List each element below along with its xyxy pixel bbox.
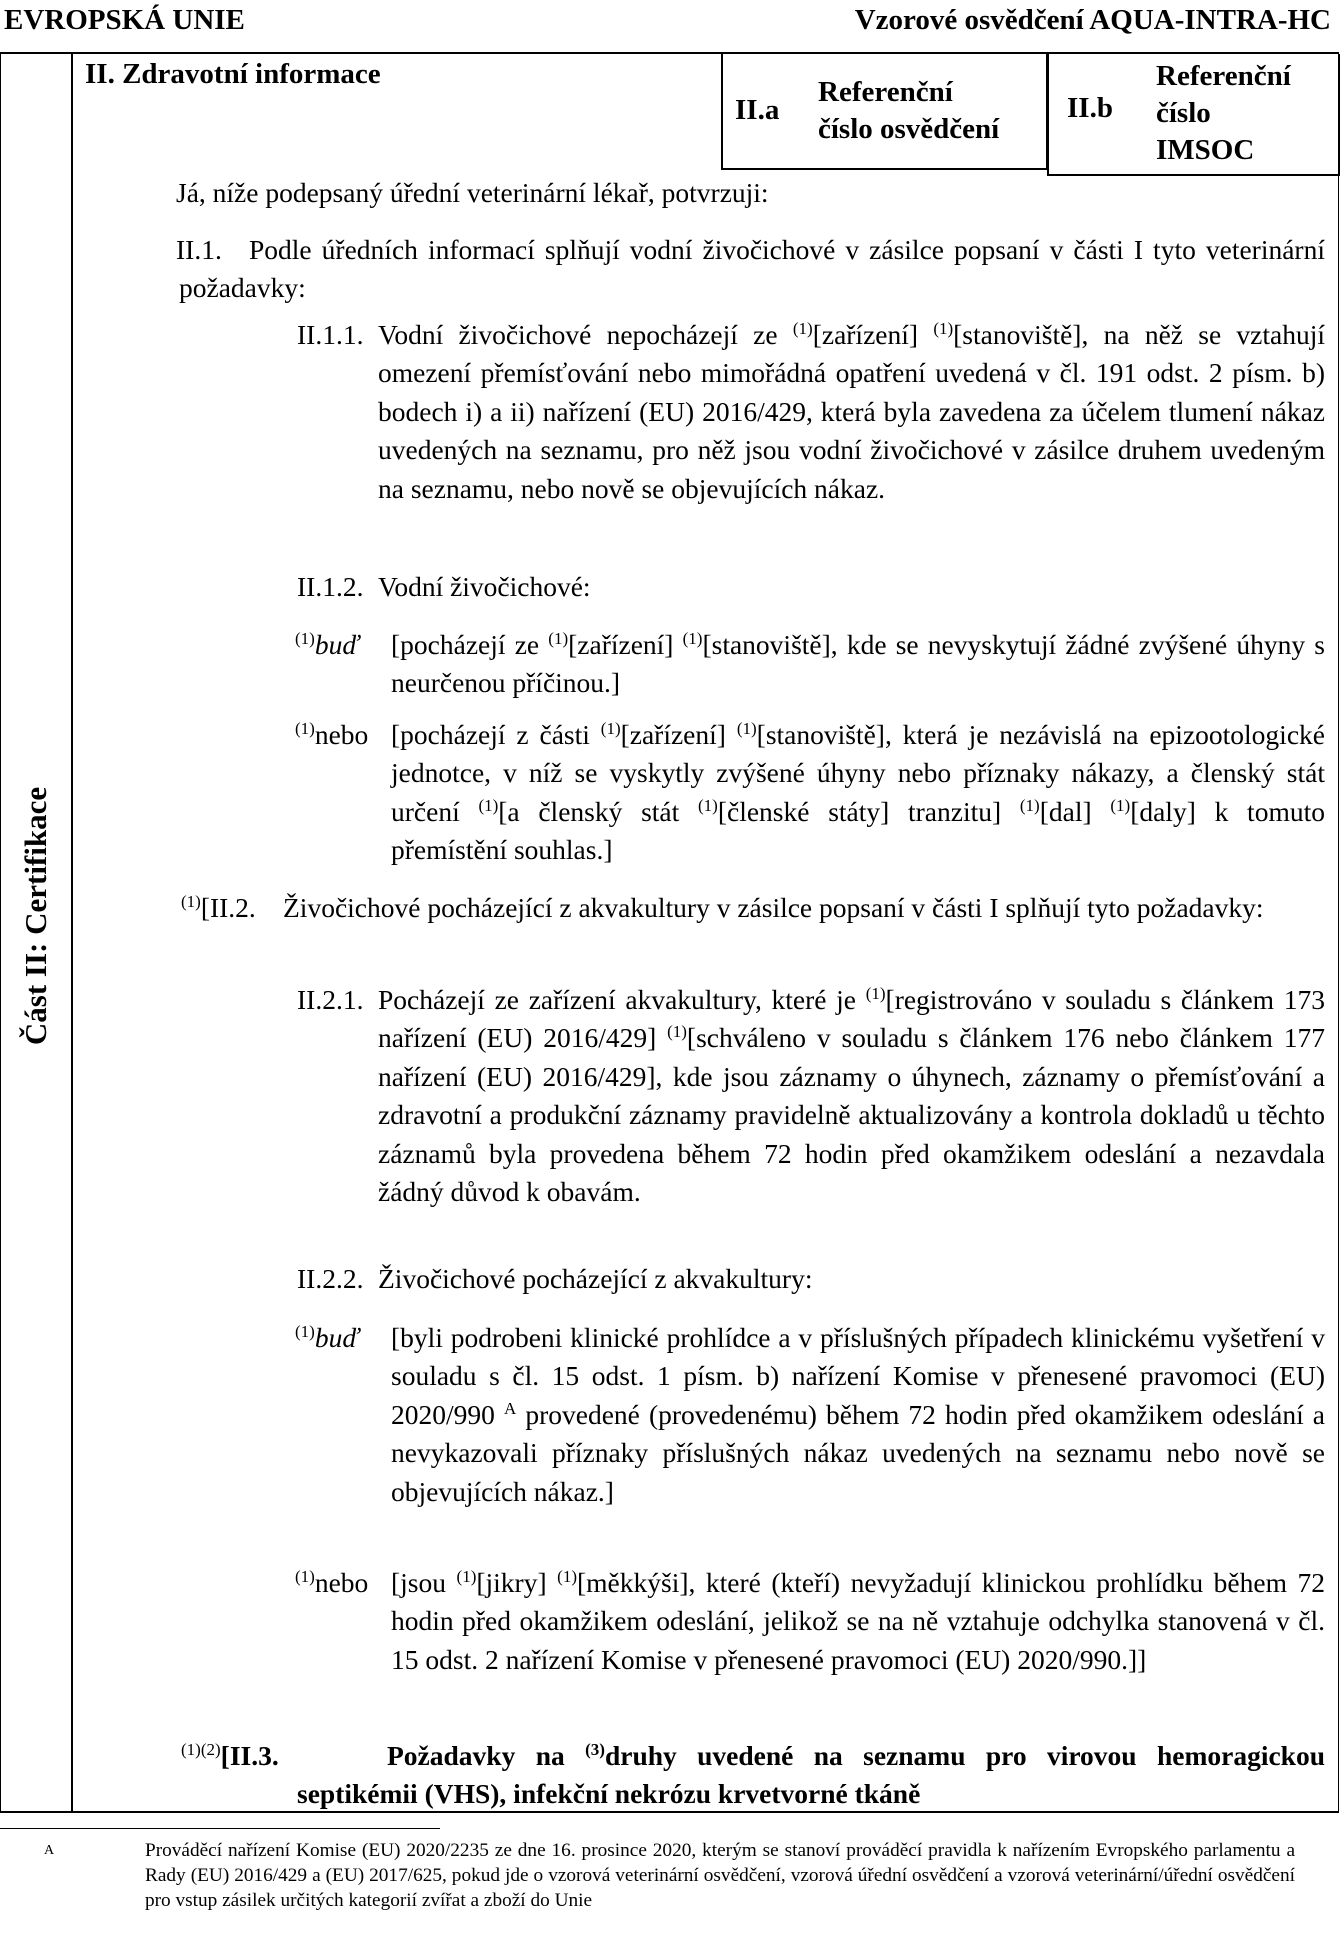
ii12-bud-label xyxy=(295,626,359,664)
text-run: Pocházejí ze zařízení akvakultury, které je xyxy=(378,984,866,1015)
text-run: [zařízení] xyxy=(568,629,683,660)
text-run: [dal] xyxy=(1039,795,1111,827)
ii22-bud-text xyxy=(391,1319,1325,1511)
ref-b-label-line: Referenční xyxy=(1156,60,1291,92)
ref-b-label-line: IMSOC xyxy=(1156,134,1255,166)
reference-box-b xyxy=(1047,54,1340,176)
nebo-word: nebo xyxy=(314,719,369,750)
ii2-text: Živočichové pocházející z akvakultury v zásilce popsaní v části I splňují tyto požadavky: xyxy=(283,892,1264,923)
footnote-ref: (1) xyxy=(548,628,569,648)
ii12-bud-text xyxy=(391,626,1325,703)
footnote-ref: (1) xyxy=(600,718,621,738)
certificate-frame xyxy=(0,52,1339,1813)
ii21-number: II.2.1. xyxy=(297,984,364,1015)
text-run: [zařízení] xyxy=(812,319,934,350)
ii22-nebo-text xyxy=(391,1564,1325,1679)
text-run: [daly] k tomuto přemístění souhlas.] xyxy=(391,795,1325,866)
footnote-ref: (1) xyxy=(698,795,718,815)
text-run: [měkkýši], které (kteří) nevyžadují klinickou prohlídku během 72 hodin před okamžikem odeslání, jelikož se na ně vztahuje odchylka stanovená v čl. 15 odst. 2 nařízení Komise v přenesené pravomoci (EU) 2020/990.]] xyxy=(391,1567,1325,1675)
text-run: Požadavky na xyxy=(387,1740,586,1771)
text-run: druhy uvedené na seznamu pro virovou hemoragickou septikémii (VHS), infekční nekrózu krvetvorné tkáně xyxy=(297,1740,1326,1810)
footnote-ref: (1) xyxy=(667,1022,687,1042)
side-label: Část II: Certifikace xyxy=(18,786,53,1046)
bud-word: buď xyxy=(314,1322,360,1353)
ref-a-code: II.a xyxy=(735,94,780,126)
ii11-text xyxy=(378,316,1325,508)
footnote-ref: (1) xyxy=(295,1566,315,1586)
footnote-ref: (1) xyxy=(792,318,813,338)
ref-b-code: II.b xyxy=(1067,92,1113,124)
bud-word: buď xyxy=(314,629,360,660)
ref-a-label xyxy=(818,74,999,148)
ii12-nebo-label xyxy=(295,716,368,754)
footnote-ref: (1)(2) xyxy=(181,1739,221,1759)
side-column xyxy=(1,54,73,1811)
ii22-number: II.2.2. xyxy=(297,1263,364,1294)
footnote-ref: (1) xyxy=(478,795,499,815)
section-title: II. Zdravotní informace xyxy=(85,58,381,90)
footnote-ref: (1) xyxy=(865,983,886,1003)
text-run: [pocházejí z části xyxy=(391,719,601,750)
footnote-ref: (1) xyxy=(933,318,954,338)
text-run: Vodní živočichové nepocházejí ze xyxy=(378,319,793,350)
ii3-text xyxy=(297,1737,1325,1814)
text-run: [stanoviště], kde se nevyskytují žádné zvýšené úhyny s neurčenou příčinou.] xyxy=(391,629,1325,699)
text-run: [pocházejí ze xyxy=(391,629,549,660)
text-run: [II.2. xyxy=(200,892,256,923)
ref-b-label-line: číslo xyxy=(1156,97,1211,129)
footnote-ref: (1) xyxy=(1110,795,1131,815)
ref-a-label-line: Referenční xyxy=(818,76,953,108)
footnote-ref: (1) xyxy=(682,628,703,648)
footnote-mark: A xyxy=(44,1843,55,1858)
ref-b-label xyxy=(1156,58,1291,169)
footnote-ref: A xyxy=(503,1398,517,1418)
text-run: [jsou xyxy=(391,1567,457,1598)
ref-a-label-line: číslo osvědčení xyxy=(818,113,1000,145)
text-run: [jikry] xyxy=(476,1567,558,1598)
footnote-ref: (1) xyxy=(736,718,757,738)
text-run: [stanoviště], na něž se vztahují omezení přemísťování nebo mimořádná opatření uvedená v čl. 191 odst. 2 písm. b) bodech i) a ii) nařízení (EU) 2016/429, která byla zavedena za účelem tlumení nákaz uvedených na seznamu, pro něž jsou vodní živočichové v zásilce druhem uvedeným na seznamu, nebo nově se objevujících nákaz. xyxy=(378,319,1326,504)
text-run: [byli podrobeni klinické prohlídce a v příslušných případech klinickému vyšetření v souladu s čl. 15 odst. 1 písm. b) nařízení Komise v přenesené pravomoci (EU) 2020/990 xyxy=(391,1322,1325,1430)
ii22-nebo-label xyxy=(295,1564,368,1602)
ii12-number: II.1.2. xyxy=(297,571,364,602)
footnote-ref: (1) xyxy=(181,891,201,911)
footnote-ref: (1) xyxy=(295,1321,315,1341)
ii1-text: Podle úředních informací splňují vodní živočichové v zásilce popsaní v části I tyto veterinární požadavky: xyxy=(179,234,1325,304)
ii2-number xyxy=(181,889,256,927)
ii22-bud-label xyxy=(295,1319,359,1357)
reference-box-a xyxy=(721,54,1048,170)
text-run: [stanoviště], která je nezávislá na epizootologické jednotce, v níž se vyskytly zvýšené úhyny nebo příznaky nákazy, a členský stát určení xyxy=(391,719,1325,827)
text-run: [zařízení] xyxy=(620,719,737,750)
footnote-ref: (1) xyxy=(557,1566,577,1586)
header-certificate-model: Vzorové osvědčení AQUA-INTRA-HC xyxy=(854,4,1331,36)
header-union: EVROPSKÁ UNIE xyxy=(4,4,245,36)
footnote-ref: (1) xyxy=(1019,795,1040,815)
ii12-nebo-text xyxy=(391,716,1325,870)
ii21-text xyxy=(378,981,1325,1211)
footnote-divider xyxy=(0,1828,440,1829)
footnote-ref: (1) xyxy=(295,718,315,738)
text-run: [II.3. xyxy=(220,1740,279,1771)
ii22-text: Živočichové pocházející z akvakultury: xyxy=(378,1263,813,1294)
ii12-text: Vodní živočichové: xyxy=(378,571,591,602)
ii1-number: II.1. xyxy=(176,234,222,265)
nebo-word: nebo xyxy=(314,1567,369,1598)
footnote-ref: (1) xyxy=(295,628,315,648)
footnote-text: Prováděcí nařízení Komise (EU) 2020/2235 ze dne 16. prosince 2020, kterým se stanoví prováděcí pravidla k nařízením Evropského parlamentu a Rady (EU) 2016/429 a (EU) 2017/625, pokud jde o vzorová veterinární osvědčení, vzorová úřední osvědčení a vzorová veterinární/úřední osvědčení pro vstup zásilek určitých kategorií zvířat a zboží do Unie xyxy=(145,1840,1295,1911)
footnote-ref: (3) xyxy=(585,1739,605,1759)
footnote-ref: (1) xyxy=(456,1566,477,1586)
intro-statement: Já, níže podepsaný úřední veterinární lékař, potvrzuji: xyxy=(176,177,769,208)
ii11-number: II.1.1. xyxy=(297,319,364,350)
text-run: [členské státy] tranzitu] xyxy=(717,795,1020,827)
text-run: [schváleno v souladu s článkem 176 nebo článkem 177 nařízení (EU) 2016/429], kde jsou záznamy o úhynech, záznamy o přemísťování a zdravotní a produkční záznamy pravidelně aktualizovány a kontrola dokladů u těchto záznamů byla provedena během 72 hodin před okamžikem odeslání a nezavdala žádný důvod k obavám. xyxy=(378,1022,1325,1208)
text-run: [registrováno v souladu s článkem 173 nařízení (EU) 2016/429] xyxy=(378,984,1325,1054)
text-run: provedené (provedenému) během 72 hodin před okamžikem odeslání a nevykazovali příznaky příslušných nákaz uvedených na seznamu nebo nově se objevujících nákaz.] xyxy=(391,1398,1326,1507)
ii3-number xyxy=(181,1737,279,1775)
text-run: [a členský stát xyxy=(498,795,699,827)
